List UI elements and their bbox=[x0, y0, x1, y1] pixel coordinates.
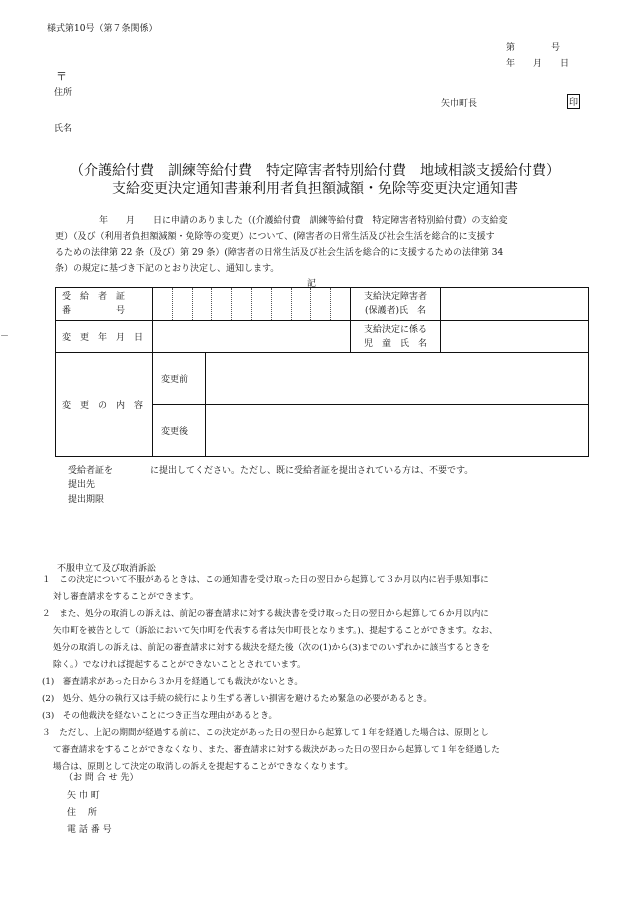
date-label: 年 月 日 bbox=[506, 59, 570, 69]
cert-submission-label: 受給者証を bbox=[68, 466, 114, 476]
margin-mark: － bbox=[0, 332, 10, 342]
cert-number-label-2: 番 号 bbox=[62, 306, 126, 316]
child-name-label-cell bbox=[351, 321, 441, 353]
postal-mark: 〒 bbox=[56, 70, 67, 83]
cert-number-digit-boxes[interactable] bbox=[153, 288, 351, 321]
change-date-field[interactable] bbox=[153, 321, 351, 353]
note-2-sub-2: (2) 処分、処分の執行又は手続の続行により生ずる著しい損害を避けるため緊急の必要があるとき。 bbox=[42, 694, 432, 704]
body-line-2: 更）（及び（利用者負担額減額・免除等の変更）について、(障害者の日常生活及び社会生活を総合的に支援す bbox=[55, 232, 495, 242]
note-2-line-a: ２ また、処分の取消しの訴えは、前記の審査請求に対する裁決書を受け取った日の翌日から起算して６か月以内に bbox=[42, 609, 489, 619]
title-benefits: （介護給付費 訓練等給付費 特定障害者特別給付費 地域相談支援給付費） bbox=[70, 163, 560, 179]
cert-submission-text: に提出してください。ただし、既に受給者証を提出されている方は、不要です。 bbox=[150, 466, 474, 476]
submission-destination-label: 提出先 bbox=[68, 480, 96, 490]
note-2-line-d: 除く。）でなければ提起することができないこととされています。 bbox=[53, 660, 306, 670]
cert-number-label-cell bbox=[56, 288, 153, 321]
before-label: 変更前 bbox=[153, 353, 206, 405]
note-3-line-b: て審査請求をすることができなくなり、また、審査請求に対する裁決があった日の翌日から起算して１年を経過した bbox=[53, 745, 500, 755]
appeal-notes bbox=[42, 572, 602, 776]
submission-deadline-label: 提出期限 bbox=[68, 495, 105, 505]
after-content-field[interactable] bbox=[206, 405, 589, 457]
decision-table bbox=[55, 287, 589, 457]
guardian-name-field[interactable] bbox=[441, 288, 589, 321]
contact-heading: （お 問 合 せ 先） bbox=[64, 773, 139, 783]
note-3-line-a: ３ ただし、上記の期間が経過する前に、この決定があった日の翌日から起算して１年を経過した場合は、原則とし bbox=[42, 728, 489, 738]
guardian-name-label-cell bbox=[351, 288, 441, 321]
guardian-label-2: (保護者)氏 名 bbox=[365, 306, 427, 316]
name-label: 氏名 bbox=[54, 124, 73, 134]
child-name-field[interactable] bbox=[441, 321, 589, 353]
child-label-2: 児 童 氏 名 bbox=[364, 338, 428, 349]
contact-org: 矢 巾 町 bbox=[67, 791, 100, 801]
before-content-field[interactable] bbox=[206, 353, 589, 405]
child-label-1: 支給決定に係る bbox=[364, 324, 428, 335]
contact-phone-label: 電 話 番 号 bbox=[67, 825, 112, 835]
note-2-line-c: 処分の取消しの訴えは、前記の審査請求に対する裁決を経た後（次の(1)から(3)までのいずれかに該当するときを bbox=[53, 643, 490, 653]
change-date-label: 変 更 年 月 日 bbox=[56, 321, 153, 353]
form-number: 様式第10号（第７条関係） bbox=[47, 24, 158, 34]
contact-address-label: 住 所 bbox=[67, 808, 97, 818]
body-line-3: るための法律第 22 条（及び）第 29 条）(障害者の日常生活及び社会生活を総合的に支援するための法律第 34 bbox=[55, 248, 504, 258]
note-2-sub-3: (3) その他裁決を経ないことにつき正当な理由があるとき。 bbox=[42, 711, 278, 721]
document-number-label: 第 号 bbox=[506, 43, 561, 53]
note-1-line-a: １ この決定について不服があるときは、この通知書を受け取った日の翌日から起算して３か月以内に岩手県知事に bbox=[42, 575, 489, 585]
body-line-4: 条）の規定に基づき下記のとおり決定し、通知します。 bbox=[55, 264, 280, 274]
note-1-line-b: 対し審査請求をすることができます。 bbox=[53, 592, 199, 602]
appeal-heading: 不服申立て及び取消訴訟 bbox=[57, 564, 157, 574]
issuer-name: 矢巾町長 bbox=[441, 99, 478, 109]
address-label: 住所 bbox=[54, 88, 73, 98]
note-2-sub-1: (1) 審査請求があった日から３か月を経過しても裁決がないとき。 bbox=[42, 677, 303, 687]
body-line-1: 年 月 日に申請のありました（(介護給付費 訓練等給付費 特定障害者特別給付費）の支給変 bbox=[99, 216, 508, 226]
seal-mark: 印 bbox=[567, 94, 580, 109]
note-2-line-b: 矢巾町を被告として（訴訟において矢巾町を代表する者は矢巾町長となります。)、提起することができます。なお、 bbox=[53, 626, 498, 636]
guardian-label-1: 支給決定障害者 bbox=[364, 292, 428, 302]
cert-number-label-1: 受 給 者 証 bbox=[62, 292, 126, 302]
change-content-label: 変 更 の 内 容 bbox=[56, 353, 153, 457]
ki-heading: 記 bbox=[307, 279, 317, 289]
after-label: 変更後 bbox=[153, 405, 206, 457]
note-3-line-c: 場合は、原則として決定の取消しの訴えを提起することができなくなります。 bbox=[53, 762, 354, 772]
page-title: 支給変更決定通知書兼利用者負担額減額・免除等変更決定通知書 bbox=[112, 181, 518, 197]
